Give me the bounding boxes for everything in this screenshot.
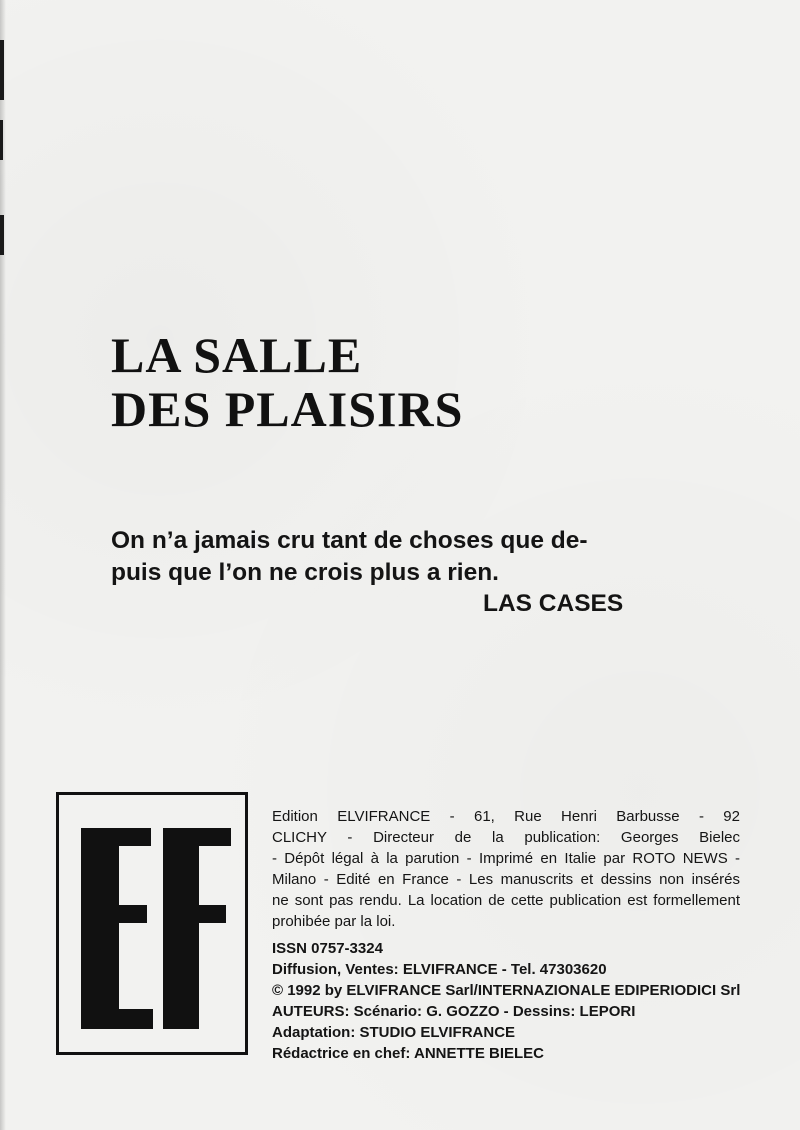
page-edge-mark [0, 120, 3, 160]
diffusion-info: Diffusion, Ventes: ELVIFRANCE - Tel. 47303620 [272, 961, 607, 978]
imprint-line: ne sont pas rendu. La location de cette publication est formellement [272, 892, 740, 909]
copyright-notice: © 1992 by ELVIFRANCE Sarl/INTERNAZIONALE EDIPERIODICI Srl [272, 982, 741, 999]
page-edge-mark [0, 215, 4, 255]
title-line-1: LA SALLE [111, 327, 363, 383]
editor-in-chief: Rédactrice en chef: ANNETTE BIELEC [272, 1045, 544, 1062]
quote-author: LAS CASES [483, 590, 624, 617]
page-edge-mark [0, 40, 4, 100]
imprint-line: - Dépôt légal à la parution - Imprimé en Italie par ROTO NEWS - [272, 850, 740, 867]
ef-logo-icon [59, 795, 245, 1052]
imprint-block [272, 806, 740, 1064]
imprint-line: Edition ELVIFRANCE - 61, Rue Henri Barbusse - 92 [272, 808, 740, 825]
quote-line-1: On n’a jamais cru tant de choses que de- [111, 527, 588, 554]
issn: ISSN 0757-3324 [272, 940, 383, 957]
quote-line-2: puis que l’on ne crois plus a rien. [111, 559, 499, 586]
page-left-edge-shadow [0, 0, 6, 1130]
imprint-line: prohibée par la loi. [272, 913, 396, 930]
publisher-logo [56, 792, 248, 1055]
page-title [111, 328, 463, 436]
adaptation-credit: Adaptation: STUDIO ELVIFRANCE [272, 1024, 516, 1041]
imprint-line: CLICHY - Directeur de la publication: Georges Bielec [272, 829, 740, 846]
title-line-2: DES PLAISIRS [111, 381, 464, 437]
imprint-line: Milano - Edité en France - Les manuscrits et dessins non insérés [272, 871, 740, 888]
authors-credit: AUTEURS: Scénario: G. GOZZO - Dessins: LEPORI [272, 1003, 636, 1020]
epigraph-quote [111, 525, 711, 589]
